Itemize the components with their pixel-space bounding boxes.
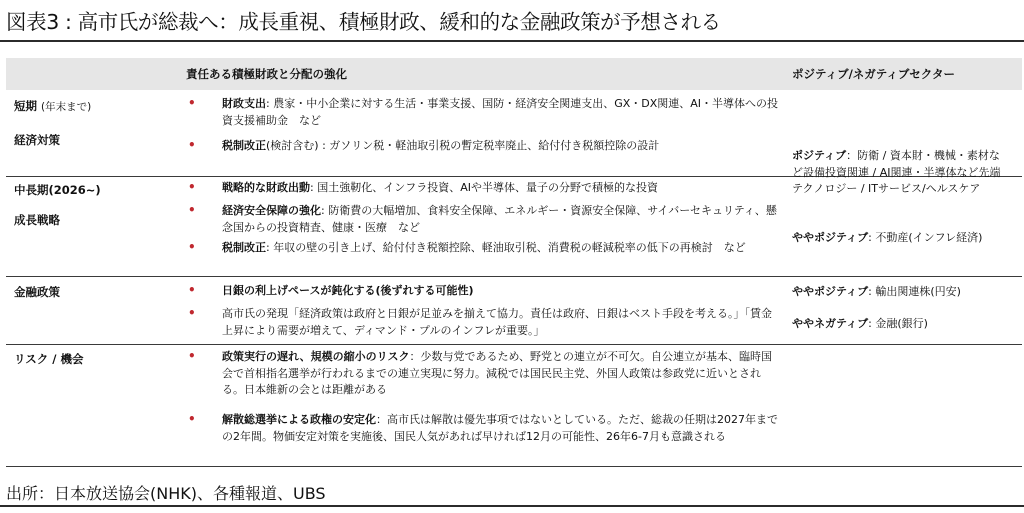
title-rule: [0, 40, 1024, 42]
bullet-icon: •: [188, 203, 196, 217]
sector-positive: ポジティブ：防衛 / 資本財・機械・素材など設備投資関連 / AI関連・半導体など先端テクノロジー / ITサービス/ヘルスケア: [792, 149, 1001, 195]
bullet-icon: •: [188, 306, 196, 320]
bullet-icon: •: [188, 138, 196, 152]
row-label-monetary-policy: 金融政策: [14, 285, 60, 299]
row-label-mid-term: 中長期(2026~): [14, 183, 101, 197]
row-sublabel-growth-strategy: 成長戦略: [14, 213, 60, 227]
list-item: 税制改正(検討含む) : ガソリン税・軽油取引税の暫定税率廃止、給付付き税額控除の設計: [222, 139, 660, 152]
list-item: 経済安全保障の強化: 防衛費の大幅増加、食料安全保障、エネルギー・資源安全保障、サイバーセキュリティ、懸念国からの投資精査、健康・医療 など: [222, 204, 777, 234]
row-sublabel-economic-measures: 経済対策: [14, 133, 60, 147]
header-policy: 責任ある積極財政と分配の強化: [186, 67, 347, 81]
list-item: 高市氏の発現「経済政策は政府と日銀が足並みを揃えて協力。責任は政府、日銀はベスト手段を考える。」「賃金上昇により需要が増えて、ディマンド・プルのインフレが重要。」: [222, 307, 772, 337]
row-label-short-term: [14, 98, 91, 114]
sector-slightly-positive-exporters: ややポジティブ: 輸出関連株(円安): [792, 285, 961, 298]
row-divider: [6, 466, 1022, 467]
row-divider: [6, 344, 1022, 345]
list-item: 税制改正: 年収の壁の引き上げ、給付付き税額控除、軽油取引税、消費税の軽減税率の低下の再検討 など: [222, 241, 746, 254]
figure-title: 図表3 : 高市氏が総裁へ：成長重視、積極財政、緩和的な金融政策が予想される: [6, 10, 721, 34]
list-item: 日銀の利上げペースが鈍化する(後ずれする可能性): [222, 284, 474, 297]
bottom-rule: [0, 505, 1024, 507]
sector-slightly-negative-financials: ややネガティブ: 金融(銀行): [792, 317, 928, 330]
row-label-risk-opportunity: リスク / 機会: [14, 352, 84, 366]
bullet-icon: •: [188, 412, 196, 426]
source-note: 出所：日本放送協会(NHK)、各種報道、UBS: [6, 484, 326, 503]
bullet-icon: •: [188, 180, 196, 194]
list-item: 解散総選挙による政権の安定化：高市氏は解散は優先事項ではないとしている。ただ、総裁の任期は2027年までの2年間。物価安定対策を実施後、国民人気があれば早ければ12月の可能性、26年6-7月も意識される: [222, 413, 778, 443]
row-label-short-term-text: 短期: [14, 99, 37, 113]
bullet-icon: •: [188, 96, 196, 110]
bullet-icon: •: [188, 283, 196, 297]
list-item: 財政支出: 農家・中小企業に対する生活・事業支援、国防・経済安全関連支出、GX・DX関連、AI・半導体への投資支援補助金 など: [222, 97, 779, 127]
row-label-short-term-note: (年末まで): [41, 101, 92, 113]
list-item: 戦略的な財政出動: 国土強靭化、インフラ投資、AIや半導体、量子の分野で積極的な投資: [222, 181, 658, 194]
list-item: 政策実行の遅れ、規模の縮小のリスク：少数与党であるため、野党との連立が不可欠。自公連立が基本、臨時国会で首相指名選挙が行われるまでの連立実現に努力。減税では国民民主党、外国人政策は参政党に近いとされる。日本維新の会とは距離がある: [222, 350, 773, 396]
header-sector: ポジティブ/ネガティブセクター: [792, 67, 956, 81]
row-divider: [6, 276, 1022, 277]
sector-slightly-positive-real-estate: ややポジティブ: 不動産(インフレ経済): [792, 231, 983, 244]
bullet-icon: •: [188, 240, 196, 254]
bullet-icon: •: [188, 349, 196, 363]
